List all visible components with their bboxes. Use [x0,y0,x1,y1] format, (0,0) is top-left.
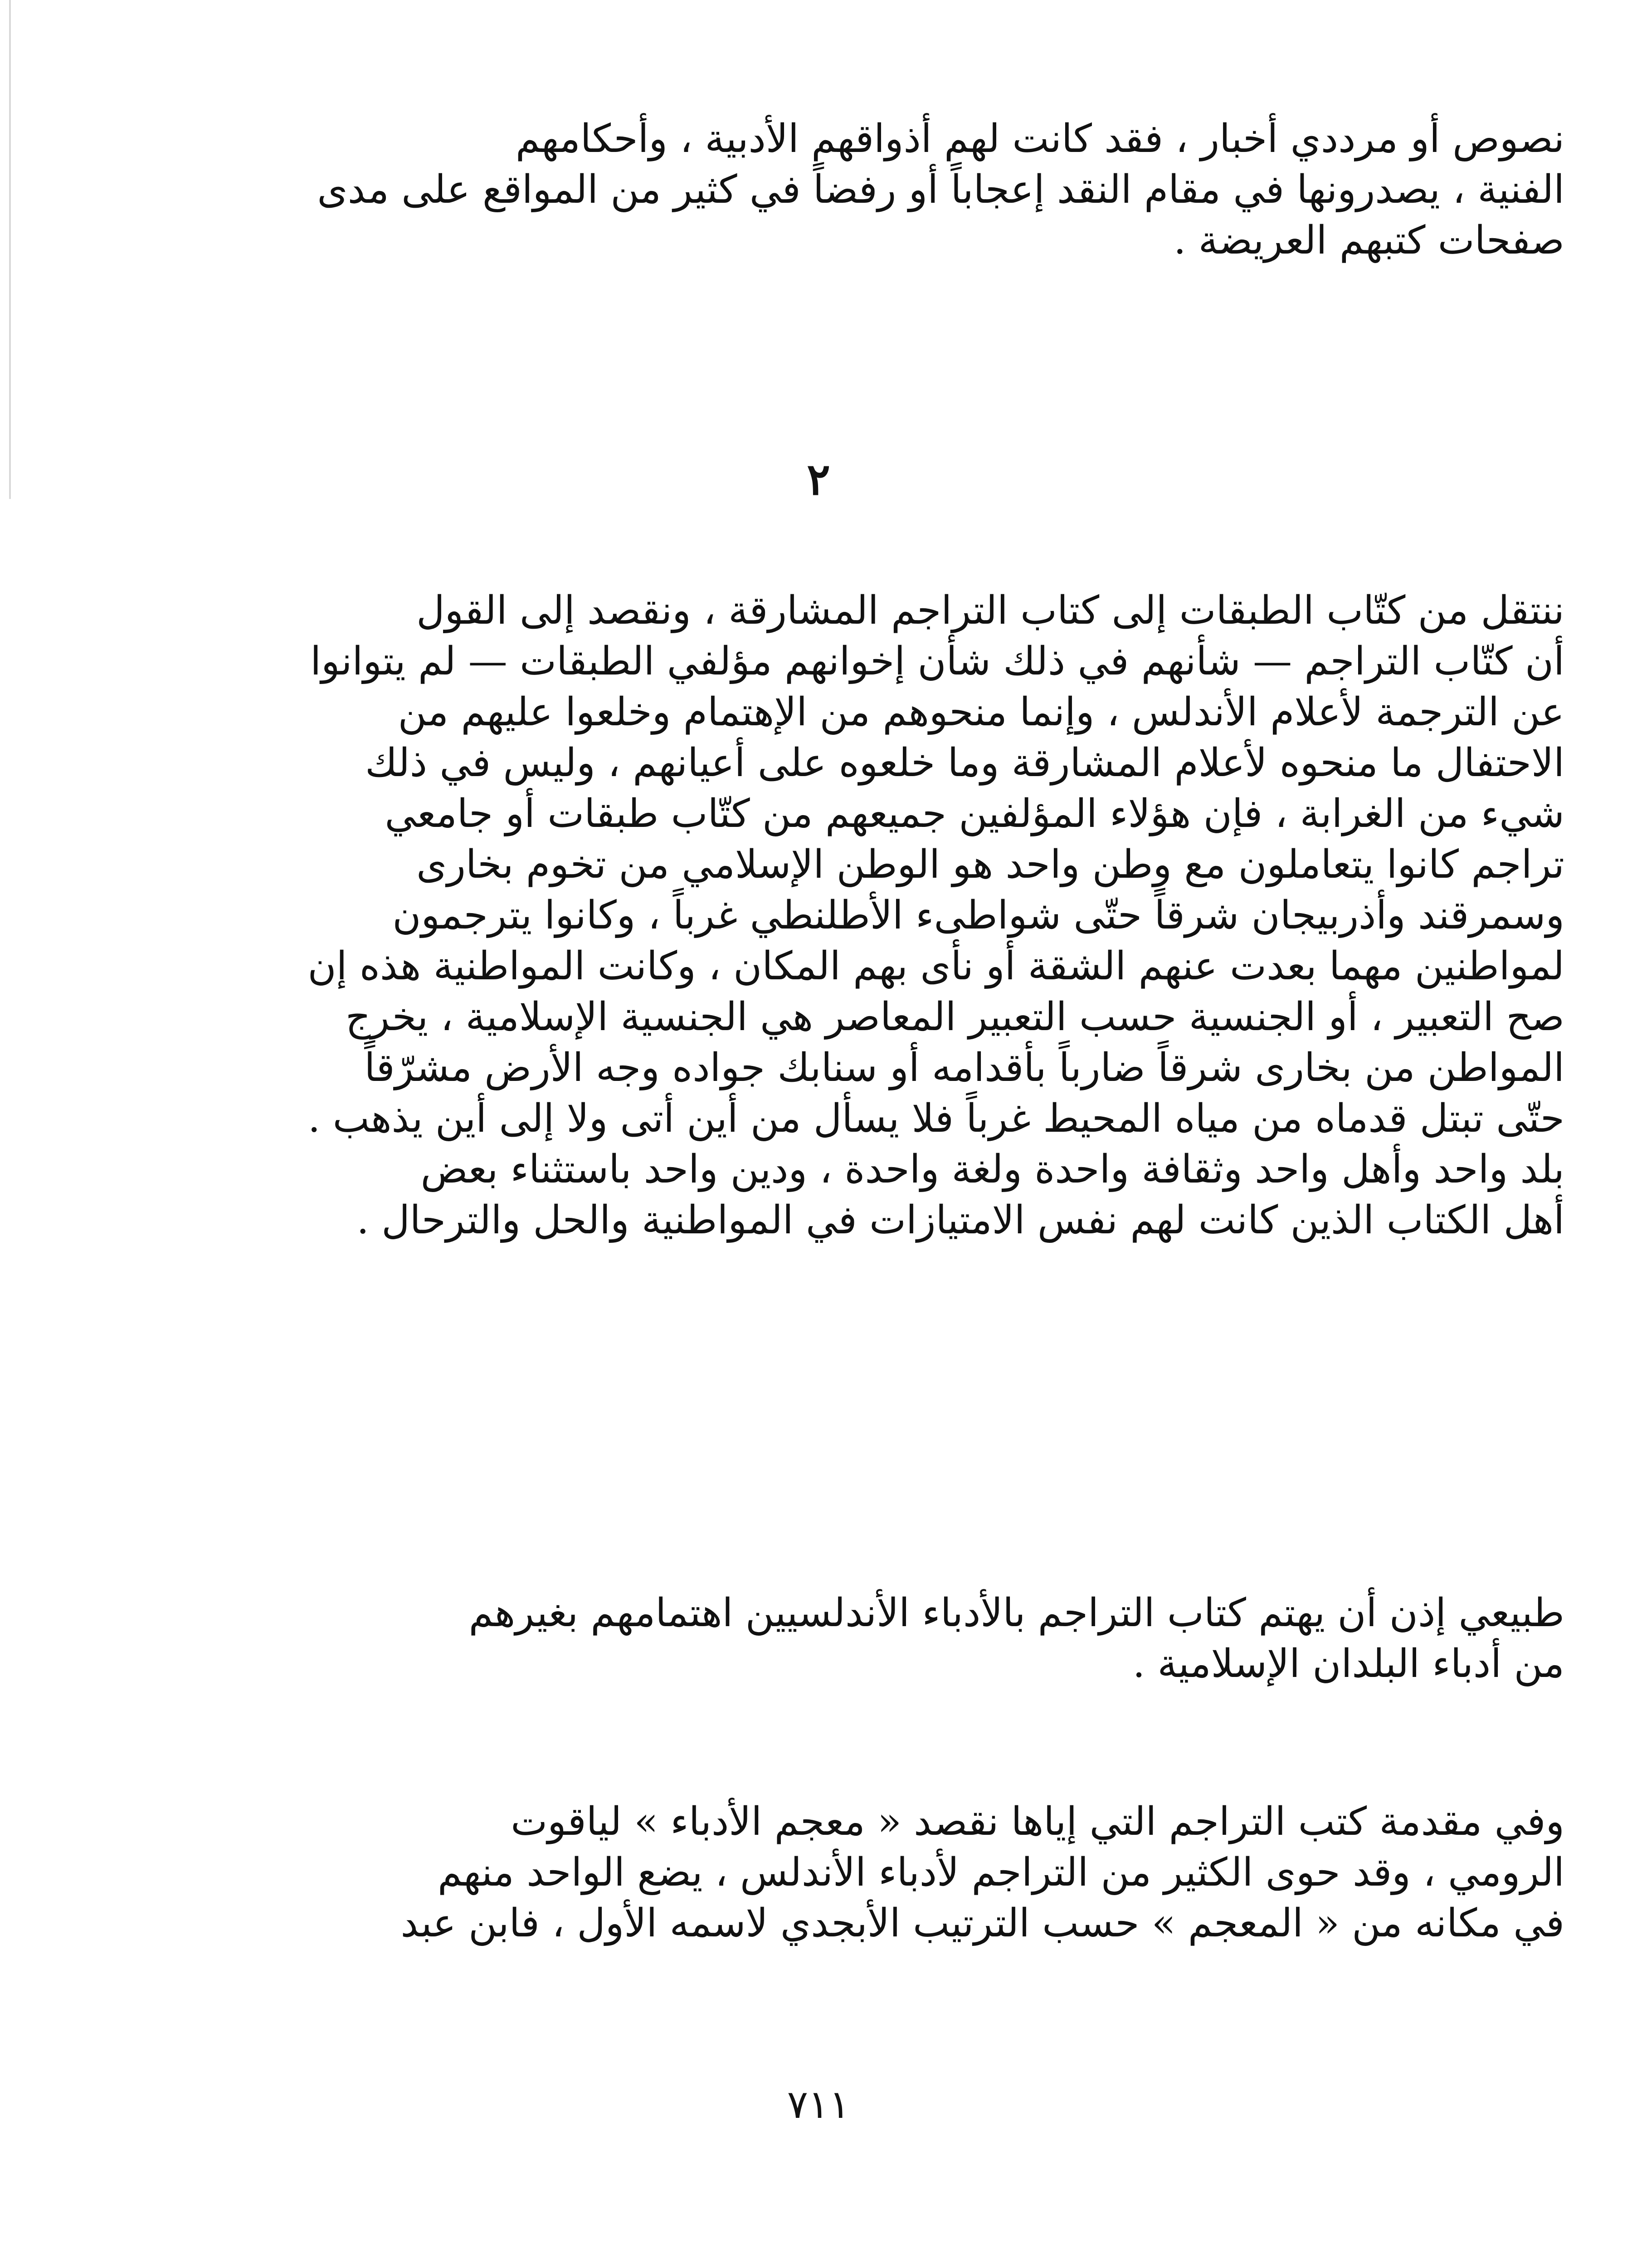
text-line: أن كتّاب التراجم — شأنهم في ذلك شأن إخوانهم مؤلفي الطبقات — لم يتوانوا [310,639,1564,684]
scan-edge-mark [9,0,11,499]
text-line: شيء من الغرابة ، فإن هؤلاء المؤلفين جميعهم من كتّاب طبقات أو جامعي [385,791,1564,836]
text-line: صفحات كتبهم العريضة . [1174,218,1564,263]
text-line: المواطن من بخارى شرقاً ضارباً بأقدامه أو سنابك جواده وجه الأرض مشرّقاً [364,1045,1564,1090]
text-line: وفي مقدمة كتب التراجم التي إياها نقصد « معجم الأدباء » لياقوت [511,1799,1564,1844]
paragraph-second [331,1588,1564,1689]
text-line: طبيعي إذن أن يهتم كتاب التراجم بالأدباء الأندلسيين اهتمامهم بغيرهم [468,1590,1564,1636]
text-line: عن الترجمة لأعلام الأندلس ، وإنما منحوهم من الإهتمام وخلعوا عليهم من [398,689,1564,735]
text-line: بلد واحد وأهل واحد وثقافة واحدة ولغة واحدة ، ودين واحد باستثناء بعض [420,1147,1564,1192]
text-line: صح التعبير ، أو الجنسية حسب التعبير المعاصر هي الجنسية الإسلامية ، يخرج [345,994,1564,1040]
text-line: الاحتفال ما منحوه لأعلام المشارقة وما خلعوه على أعيانهم ، وليس في ذلك [365,740,1564,786]
paragraph-intro [317,113,1564,266]
text-line: الفنية ، يصدرونها في مقام النقد إعجاباً أو رفضاً في كثير من المواقع على مدى [317,167,1564,212]
text-line: الرومي ، وقد حوى الكثير من التراجم لأدباء الأندلس ، يضع الواحد منهم [437,1850,1564,1895]
text-line: ننتقل من كتّاب الطبقات إلى كتاب التراجم المشارقة ، ونقصد إلى القول [416,588,1564,633]
paragraph-third [331,1796,1564,1949]
text-line: تراجم كانوا يتعاملون مع وطن واحد هو الوطن الإسلامي من تخوم بخارى [416,842,1564,887]
paragraph-main [307,585,1564,1246]
text-line: حتّى تبتل قدماه من مياه المحيط غرباً فلا يسأل من أين أتى ولا إلى أين يذهب . [308,1096,1564,1141]
text-line: من أدباء البلدان الإسلامية . [1132,1641,1564,1686]
text-line: نصوص أو مرددي أخبار ، فقد كانت لهم أذواقهم الأدبية ، وأحكامهم [515,116,1564,161]
text-line: وسمرقند وأذربيجان شرقاً حتّى شواطىء الأطلنطي غرباً ، وكانوا يترجمون [392,893,1564,938]
text-line: أهل الكتاب الذين كانت لهم نفس الامتيازات في المواطنية والحل والترحال . [356,1198,1564,1243]
text-line: لمواطنين مهما بعدت عنهم الشقة أو نأى بهم المكان ، وكانت المواطنية هذه إن [307,943,1564,989]
text-line: في مكانه من « المعجم » حسب الترتيب الأبجدي لاسمه الأول ، فابن عبد [400,1901,1564,1946]
page-number: ٧١١ [787,2082,850,2127]
section-number: ٢ [807,454,830,505]
